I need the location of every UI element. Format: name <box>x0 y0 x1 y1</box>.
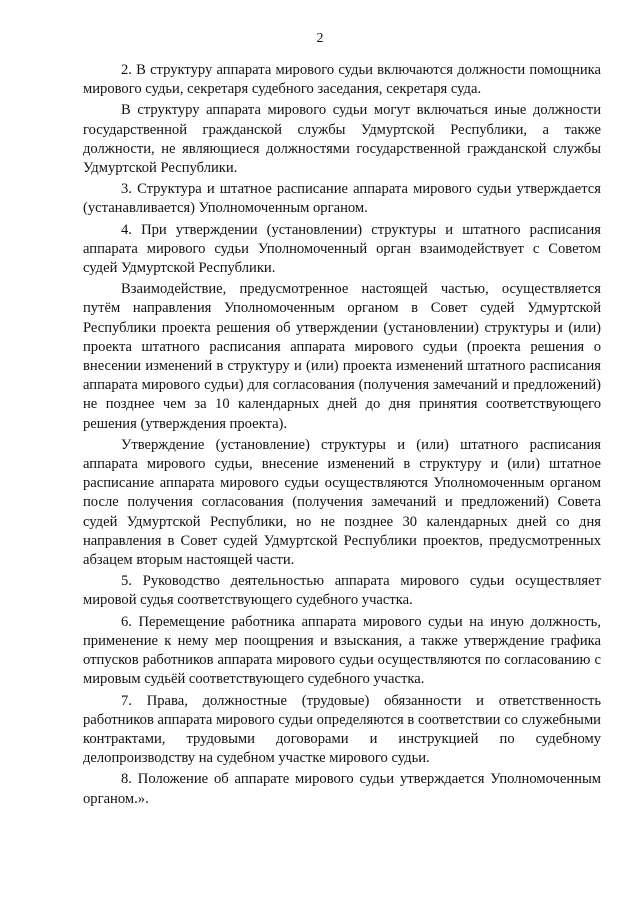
paragraph-part-7: 7. Права, должностные (трудовые) обязанности и ответственность работников аппарата мирового судьи определяются в соответствии со служебными контрактами, трудовыми договорами и инструкцией по судебному делопроизводству на судебном участке мирового судьи. <box>83 692 601 767</box>
page-number: 2 <box>316 31 324 46</box>
paragraph-part-2: 2. В структуру аппарата мирового судьи включаются должности помощника мирового судьи, секретаря судебного заседания, секретаря суда. <box>83 62 601 98</box>
paragraph-part-4-interaction: Взаимодействие, предусмотренное настоящей частью, осуществляется путём направления Уполномоченным органом в Совет судей Удмуртской Республики проекта решения об утверждении (установлении) структуры и (или) проекта штатного расписания аппарата мирового судьи (проекта решения о внесении изменений в структуру и (или) проекта изменений штатного расписания аппарата мирового судьи) для согласования (получения замечаний и предложений) не позднее чем за 10 календарных дней до дня принятия соответствующего решения (утверждения проекта). <box>83 281 601 432</box>
paragraph-part-5: 5. Руководство деятельностью аппарата мирового судьи осуществляет мировой судья соответствующего судебного участка. <box>83 573 601 609</box>
paragraph-part-8: 8. Положение об аппарате мирового судьи утверждается Уполномоченным органом.». <box>83 771 601 807</box>
paragraph-part-3: 3. Структура и штатное расписание аппарата мирового судьи утверждается (устанавливается) Уполномоченным органом. <box>83 181 601 217</box>
paragraph-part-6: 6. Перемещение работника аппарата мирового судьи на иную должность, применение к нему мер поощрения и взыскания, а также утверждение графика отпусков работников аппарата мирового судьи осуществляются по согласованию с мировым судьёй соответствующего судебного участка. <box>83 613 601 688</box>
document-body <box>83 61 601 809</box>
paragraph-part-2-additional-positions: В структуру аппарата мирового судьи могут включаться иные должности государственной гражданской службы Удмуртской Республики, а также должности, не являющиеся должностями государственной гражданской службы Удмуртской Республики. <box>83 102 601 177</box>
paragraph-part-4: 4. При утверждении (установлении) структуры и штатного расписания аппарата мирового судьи Уполномоченный орган взаимодействует с Советом судей Удмуртской Республики. <box>83 221 601 277</box>
paragraph-part-4-approval: Утверждение (установление) структуры и (или) штатного расписания аппарата мирового судьи, внесение изменений в структуру и (или) штатное расписание аппарата мирового судьи осуществляются Уполномоченным органом после получения согласования (получения замечаний и предложений) Совета судей Удмуртской Республики, но не позднее 30 календарных дней со дня направления в Совет судей Удмуртской Республики проектов, предусмотренных абзацем вторым настоящей части. <box>83 436 601 569</box>
